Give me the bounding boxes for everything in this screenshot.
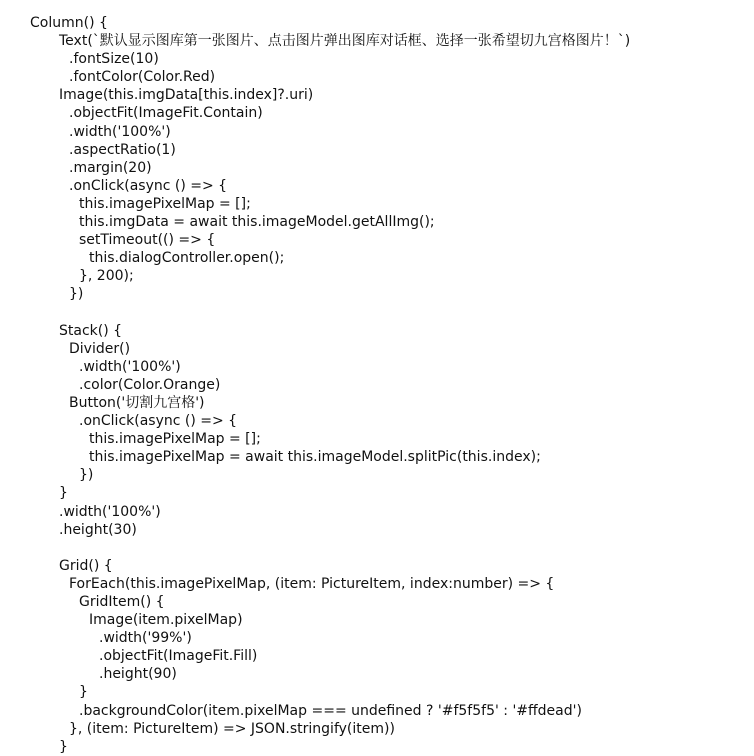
code-line: .margin(20) xyxy=(69,159,152,176)
code-line: .aspectRatio(1) xyxy=(69,141,176,158)
code-line: .color(Color.Orange) xyxy=(79,376,221,393)
code-line: .onClick(async () => { xyxy=(69,177,228,194)
code-line: }) xyxy=(79,467,94,484)
code-line: Column() { xyxy=(30,15,108,31)
code-line: ForEach(this.imagePixelMap, (item: PictureItem, index:number) => { xyxy=(69,575,555,592)
code-line: } xyxy=(59,485,68,502)
code-line: .objectFit(ImageFit.Fill) xyxy=(99,648,258,665)
code-line: }, 200); xyxy=(79,268,134,285)
code-line: Stack() { xyxy=(59,322,123,339)
code-line: .backgroundColor(item.pixelMap === undefined ? '#f5f5f5' : '#ffdead') xyxy=(79,702,582,719)
code-line: .width('99%') xyxy=(99,630,192,647)
code-line xyxy=(30,539,750,557)
code-line: Image(this.imgData[this.index]?.uri) xyxy=(59,87,314,104)
code-line: } xyxy=(59,738,68,755)
code-line: setTimeout(() => { xyxy=(79,232,216,249)
code-line: .width('100%') xyxy=(69,123,171,140)
code-line: this.imagePixelMap = []; xyxy=(79,195,251,212)
code-line: GridItem() { xyxy=(79,594,165,610)
code-line: .onClick(async () => { xyxy=(79,413,238,430)
code-line: } xyxy=(79,684,88,701)
code-line: .width('100%') xyxy=(59,503,161,520)
code-line: Button('切割九宫格') xyxy=(69,394,205,411)
code-line: .fontColor(Color.Red) xyxy=(69,69,216,86)
code-line xyxy=(30,304,750,322)
code-line: .height(30) xyxy=(59,521,137,538)
code-line: .objectFit(ImageFit.Contain) xyxy=(69,105,263,122)
code-line: Text(`默认显示图库第一张图片、点击图片弹出图库对话框、选择一张希望切九宫格图片！`) xyxy=(59,33,631,50)
code-line: this.dialogController.open(); xyxy=(89,250,285,267)
code-line: this.imagePixelMap = []; xyxy=(89,431,261,448)
code-line: .fontSize(10) xyxy=(69,51,159,68)
code-line: Image(item.pixelMap) xyxy=(89,612,243,629)
code-line: }) xyxy=(69,286,84,303)
code-line: Divider() xyxy=(69,340,131,357)
code-line: this.imagePixelMap = await this.imageModel.splitPic(this.index); xyxy=(89,449,541,466)
code-line: this.imgData = await this.imageModel.getAllImg(); xyxy=(79,214,435,231)
code-line: }, (item: PictureItem) => JSON.stringify(item)) xyxy=(69,720,395,737)
code-line: Grid() { xyxy=(59,557,113,574)
code-block xyxy=(30,14,750,756)
code-line: .height(90) xyxy=(99,666,177,683)
code-line: .width('100%') xyxy=(79,358,181,375)
